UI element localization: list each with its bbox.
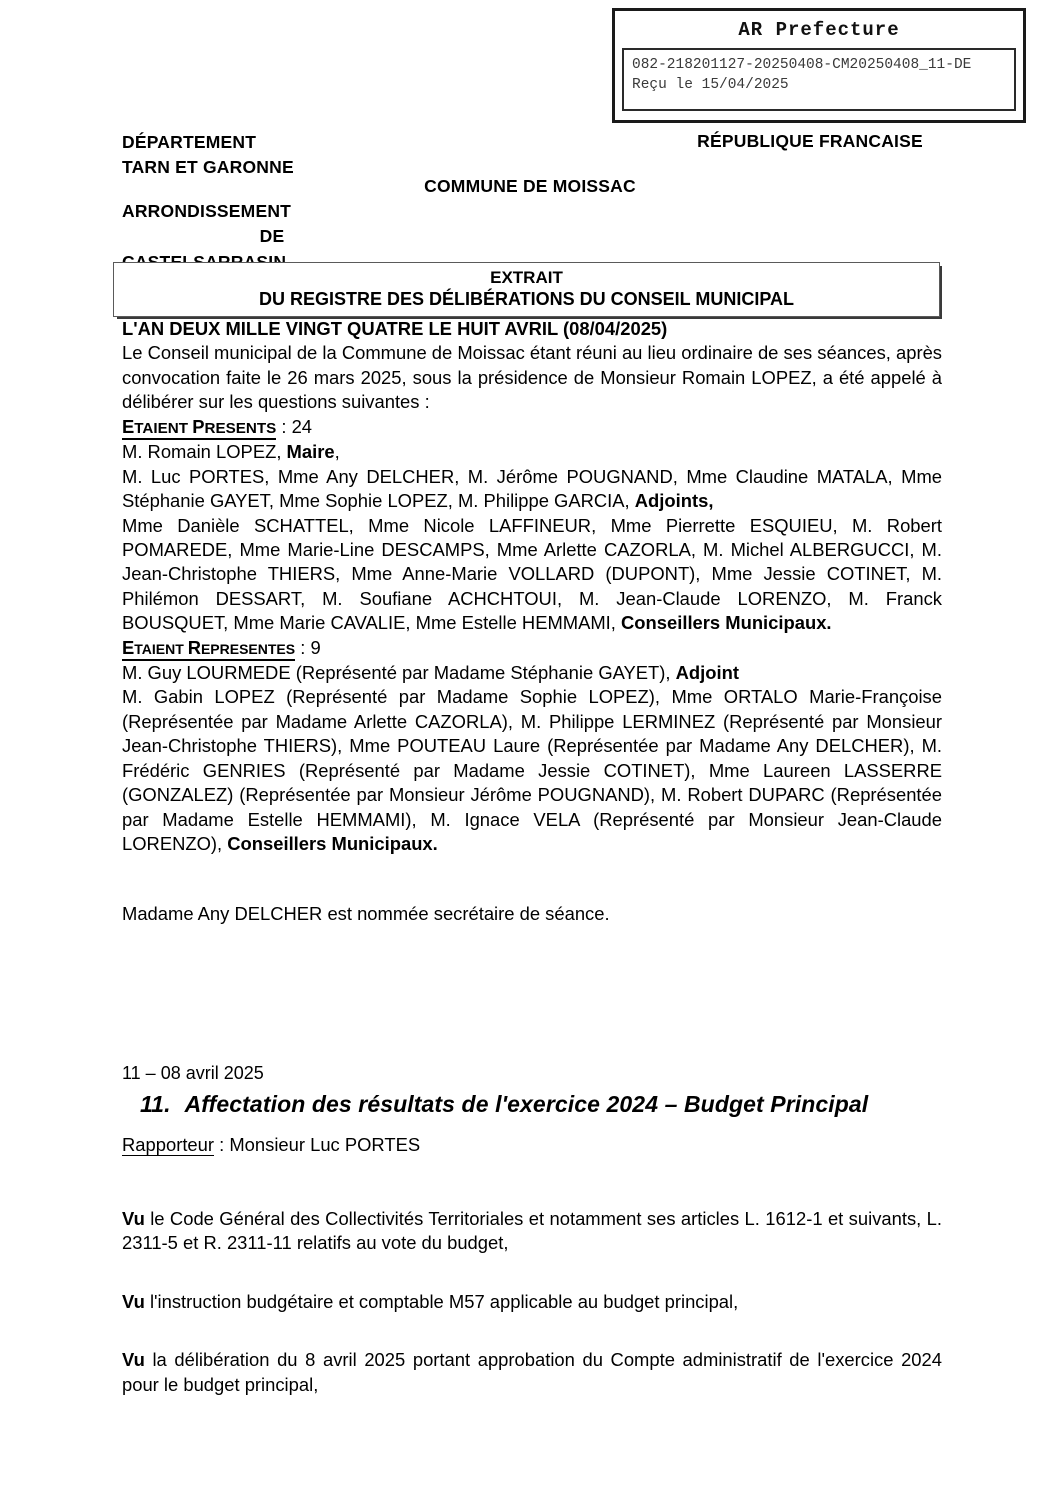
present-heading-line [122, 415, 942, 440]
adjoints-names: M. Luc PORTES, Mme Any DELCHER, M. Jérôme POUGNAND, Mme Claudine MATALA, Mme Stéphanie GAYET, Mme Sophie LOPEZ, M. Philippe GARCIA, [122, 465, 942, 512]
represented-conseillers-line [122, 685, 942, 856]
vu-item [122, 1348, 942, 1397]
convocation-paragraph: Le Conseil municipal de la Commune de Moissac étant réuni au lieu ordinaire de ses séances, après convocation faite le 26 mars 2025, sous la présidence de Monsieur Romain LOPEZ, a été appelé à délibérer sur les questions suivantes : [122, 342, 942, 413]
vu-item [122, 1207, 942, 1256]
session-date-line: L'AN DEUX MILLE VINGT QUATRE LE HUIT AVRIL (08/04/2025) [122, 318, 668, 339]
represented-heading-taient: TAIENT [134, 640, 188, 657]
department-name: TARN ET GARONNE [122, 157, 294, 178]
rapporteur-line [122, 1134, 420, 1156]
mayor-line [122, 440, 942, 464]
department-header-block [122, 130, 422, 275]
vu-prefix: Vu [122, 1349, 145, 1371]
vu-prefix: Vu [122, 1208, 145, 1229]
mayor-name: M. Romain LOPEZ, [122, 441, 287, 463]
represented-conseillers-names: M. Gabin LOPEZ (Représenté par Madame Sophie LOPEZ), Mme ORTALO Marie-Françoise (Représentée par Madame Arlette CAZORLA), M. Philippe LERMINEZ (Représenté par Monsieur Jean-Christophe THIERS), Mme POUTEAU Laure (Représentée par Madame Any DELCHER), M. Frédéric GENRIES (Représenté par Madame Jessie COTINET), Mme Laureen LASSERRE (GONZALEZ) (Représentée par Monsieur Jérôme POUGNAND), M. Robert DUPARC (Représentée par Madame Estelle HEMMAMI), M. Ignace VELA (Représenté par Monsieur Jean-Claude LORENZO), [122, 686, 942, 855]
represented-conseillers-role-label: Conseillers Municipaux. [227, 833, 438, 855]
stamp-reference: 082-218201127-20250408-CM20250408_11-DE [632, 57, 972, 73]
conseillers-present-role-label: Conseillers Municipaux. [621, 612, 832, 634]
present-heading-p: P [192, 415, 205, 437]
extrait-label: EXTRAIT [490, 268, 563, 287]
arrondissement-de: DE [259, 226, 285, 247]
vu-text: l'instruction budgétaire et comptable M57 applicable au budget principal, [144, 1290, 739, 1312]
ar-prefecture-stamp [612, 8, 1026, 123]
deliberation-preamble [122, 317, 942, 857]
rapporteur-label: Rapporteur [122, 1134, 215, 1155]
arrondissement-label: ARRONDISSEMENT [122, 200, 292, 221]
represented-count: : 9 [295, 636, 321, 658]
present-heading-resents: RESENTS [204, 419, 277, 437]
represented-heading-epresentes: EPRESENTES [200, 640, 296, 657]
deliberation-title [140, 1091, 950, 1118]
extrait-register-line: DU REGISTRE DES DÉLIBÉRATIONS DU CONSEIL MUNICIPAL [258, 289, 795, 310]
represented-adjoint-line [122, 661, 942, 685]
represented-adjoint-name: M. Guy LOURMEDE (Représenté par Madame Stéphanie GAYET), [122, 661, 676, 683]
represented-heading [122, 637, 295, 661]
vu-prefix: Vu [122, 1290, 145, 1312]
conseillers-present-line [122, 514, 942, 636]
present-heading-taient: TAIENT [134, 419, 193, 437]
vu-clauses [122, 1207, 942, 1397]
adjoints-line [122, 465, 942, 514]
present-heading-e: E [122, 415, 135, 437]
present-heading [122, 416, 276, 440]
stamp-title: AR Prefecture [738, 19, 900, 41]
deliberation-reference: 11 – 08 avril 2025 [122, 1063, 264, 1083]
conseillers-present-names: Mme Danièle SCHATTEL, Mme Nicole LAFFINEUR, Mme Pierrette ESQUIEU, M. Robert POMAREDE, Mme Marie-Line DESCAMPS, Mme Arlette CAZORLA, M. Michel ALBERGUCCI, M. Jean-Christophe THIERS, Mme Anne-Marie VOLLARD (DUPONT), Mme Jessie COTINET, M. Philémon DESSART, M. Soufiane ACHCHTOUI, M. Jean-Claude LORENZO, M. Franck BOUSQUET, Mme Marie CAVALIE, Mme Estelle HEMMAMI, [122, 514, 942, 634]
extrait-box [113, 262, 940, 317]
stamp-inner-box [622, 48, 1016, 111]
commune-title: COMMUNE DE MOISSAC [424, 176, 636, 196]
mayor-line-end: , [334, 441, 340, 463]
represented-heading-e: E [122, 636, 135, 658]
vu-item [122, 1290, 942, 1314]
rapporteur-value: : Monsieur Luc PORTES [214, 1134, 421, 1155]
deliberation-title-text: Affectation des résultats de l'exercice 2024 – Budget Principal [184, 1091, 869, 1117]
vu-text: la délibération du 8 avril 2025 portant approbation du Compte administratif de l'exercice 2024 pour le budget principal, [122, 1349, 942, 1395]
stamp-received-date: Reçu le 15/04/2025 [632, 76, 789, 93]
mayor-role: Maire [286, 441, 335, 463]
represented-heading-r: R [187, 636, 201, 658]
represented-adjoint-role-label: Adjoint [675, 661, 739, 683]
republic-title: RÉPUBLIQUE FRANCAISE [697, 131, 923, 151]
present-count: : 24 [276, 415, 313, 437]
deliberation-number: 11. [140, 1091, 171, 1117]
adjoints-role-label: Adjoints, [634, 490, 714, 512]
vu-text: le Code Général des Collectivités Territoriales et notamment ses articles L. 1612-1 et suivants, L. 2311-5 et R. 2311-11 relatifs au vote du budget, [122, 1208, 942, 1254]
represented-heading-line [122, 636, 942, 661]
secretary-line: Madame Any DELCHER est nommée secrétaire de séance. [122, 903, 610, 924]
department-label: DÉPARTEMENT [122, 132, 257, 152]
